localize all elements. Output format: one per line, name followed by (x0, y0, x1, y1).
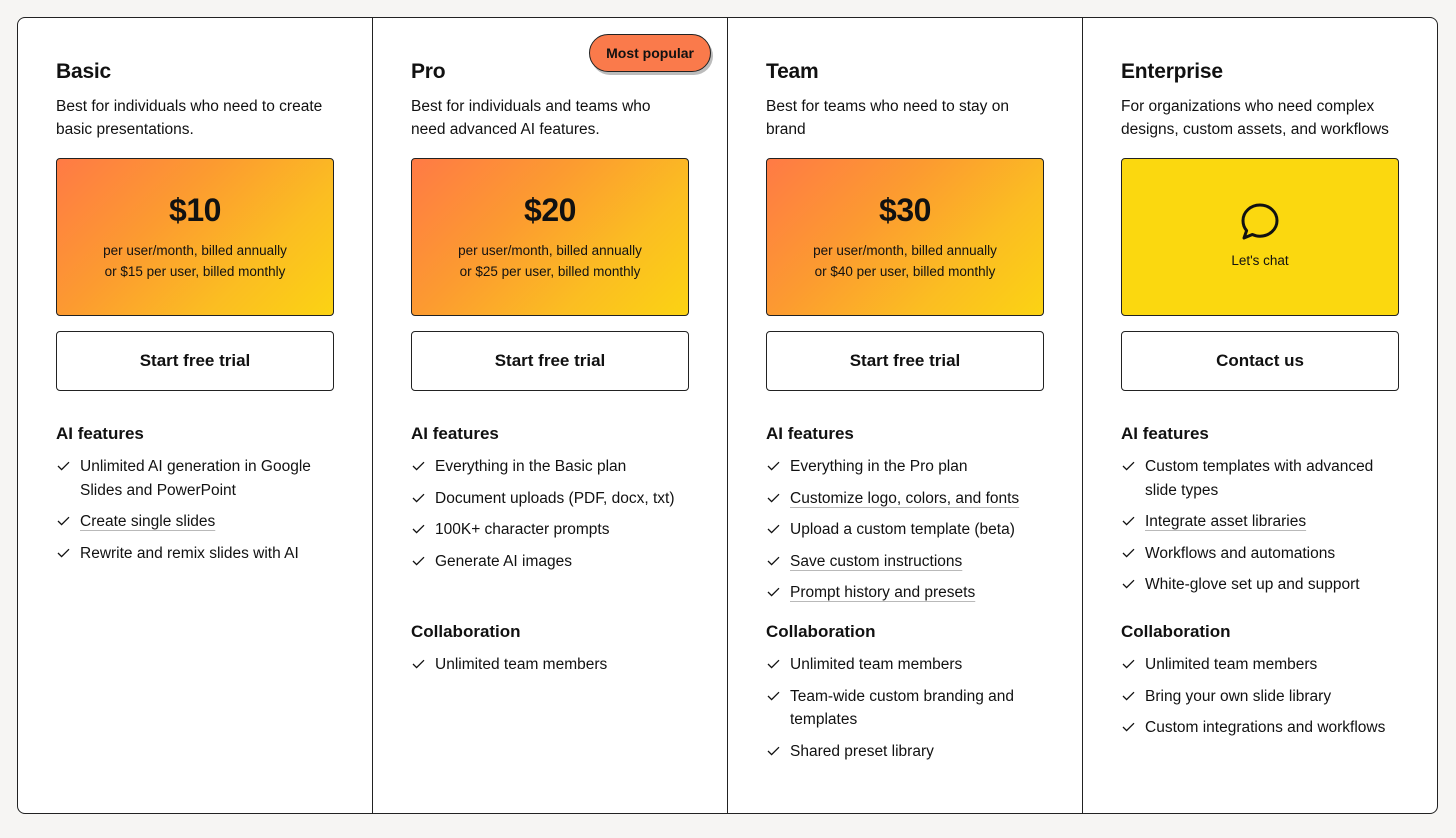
start-free-trial-button[interactable]: Start free trial (56, 331, 334, 391)
check-icon (1122, 691, 1135, 701)
plan-description: Best for teams who need to stay on brand (766, 98, 1009, 138)
plan-name: Pro (411, 60, 446, 83)
billing-monthly: or $25 per user, billed monthly (459, 264, 641, 279)
collaboration-features (1121, 621, 1399, 740)
list-item (1121, 542, 1399, 566)
plan-name: Enterprise (1121, 60, 1223, 83)
billing-annual: per user/month, billed annually (458, 243, 642, 258)
section-title: AI features (1121, 424, 1209, 443)
check-icon (57, 461, 70, 471)
plan-name: Basic (56, 60, 112, 83)
plan-description: Best for individuals and teams who need advanced AI features. (411, 98, 651, 138)
price: $10 (169, 192, 221, 228)
plan-enterprise (1083, 18, 1437, 813)
billing-info (458, 240, 642, 282)
feature-text: 100K+ character prompts (435, 521, 610, 538)
check-icon (767, 461, 780, 471)
billing-info (813, 240, 997, 282)
pricing-table (17, 17, 1438, 814)
list-item (766, 550, 1044, 574)
chat-bubble-icon (1239, 201, 1281, 243)
feature-text: Everything in the Pro plan (790, 458, 968, 475)
check-icon (412, 493, 425, 503)
check-icon (1122, 516, 1135, 526)
plan-name: Team (766, 60, 819, 83)
check-icon (767, 587, 780, 597)
plan-description: For organizations who need complex designs, custom assets, and workflows (1121, 98, 1389, 138)
chat-box[interactable] (1121, 158, 1399, 316)
section-title: AI features (56, 424, 144, 443)
check-icon (1122, 548, 1135, 558)
price-box (411, 158, 689, 316)
section-title: Collaboration (411, 622, 521, 641)
feature-text: Bring your own slide library (1145, 687, 1332, 705)
list-item (1121, 653, 1399, 677)
collaboration-features (411, 621, 689, 677)
list-item (766, 685, 1044, 732)
feature-text: Document uploads (PDF, docx, txt) (435, 489, 675, 507)
check-icon (767, 659, 780, 669)
plan-basic (18, 18, 373, 813)
check-icon (412, 659, 425, 669)
billing-info (103, 240, 287, 282)
check-icon (1122, 579, 1135, 589)
list-item (411, 653, 689, 677)
start-free-trial-button[interactable]: Start free trial (766, 331, 1044, 391)
list-item (1121, 716, 1399, 740)
check-icon (767, 524, 780, 534)
check-icon (412, 556, 425, 566)
check-icon (1122, 722, 1135, 732)
check-icon (1122, 659, 1135, 669)
price-box (56, 158, 334, 316)
ai-features (56, 423, 334, 621)
billing-monthly: or $15 per user, billed monthly (104, 264, 286, 279)
check-icon (57, 548, 70, 558)
price: $30 (879, 192, 931, 228)
feature-link[interactable]: Prompt history and presets (790, 584, 976, 601)
feature-text: Everything in the Basic plan (435, 458, 627, 475)
plan-team (728, 18, 1083, 813)
list-item (766, 581, 1044, 605)
feature-text: Workflows and automations (1145, 544, 1336, 562)
list-item (766, 455, 1044, 479)
section-title: AI features (766, 424, 854, 443)
feature-text: Unlimited AI generation in Google Slides and PowerPoint (80, 458, 311, 499)
feature-text: White-glove set up and support (1145, 576, 1360, 593)
feature-text: Custom templates with advanced slide types (1145, 458, 1374, 499)
ai-features (766, 423, 1044, 621)
start-free-trial-button[interactable]: Start free trial (411, 331, 689, 391)
feature-text: Team-wide custom branding and templates (790, 687, 1015, 728)
ai-features (411, 423, 689, 621)
feature-link[interactable]: Create single slides (80, 513, 216, 530)
list-item (1121, 685, 1399, 709)
check-icon (412, 524, 425, 534)
list-item (411, 518, 689, 542)
list-item (766, 653, 1044, 677)
list-item (411, 550, 689, 574)
feature-text: Custom integrations and workflows (1145, 719, 1386, 736)
check-icon (767, 493, 780, 503)
feature-text: Shared preset library (790, 742, 934, 760)
price-box (766, 158, 1044, 316)
plan-pro (373, 18, 728, 813)
chat-label: Let's chat (1231, 252, 1289, 268)
section-title: Collaboration (1121, 622, 1231, 641)
check-icon (412, 461, 425, 471)
list-item (766, 487, 1044, 511)
check-icon (57, 516, 70, 526)
list-item (56, 542, 334, 566)
list-item (411, 487, 689, 511)
billing-annual: per user/month, billed annually (103, 243, 287, 258)
section-title: AI features (411, 424, 499, 443)
list-item (1121, 510, 1399, 534)
feature-text: Unlimited team members (1145, 656, 1318, 673)
billing-annual: per user/month, billed annually (813, 243, 997, 258)
feature-link[interactable]: Integrate asset libraries (1145, 513, 1307, 530)
list-item (766, 518, 1044, 542)
contact-us-button[interactable]: Contact us (1121, 331, 1399, 391)
feature-link[interactable]: Customize logo, colors, and fonts (790, 489, 1020, 507)
collaboration-features (766, 621, 1044, 763)
price: $20 (524, 192, 576, 228)
most-popular-badge: Most popular (589, 34, 711, 72)
section-title: Collaboration (766, 622, 876, 641)
feature-text: Unlimited team members (435, 656, 608, 673)
plan-description: Best for individuals who need to create basic presentations. (56, 98, 323, 138)
check-icon (767, 746, 780, 756)
ai-features (1121, 423, 1399, 621)
check-icon (1122, 461, 1135, 471)
list-item (411, 455, 689, 479)
list-item (766, 740, 1044, 764)
billing-monthly: or $40 per user, billed monthly (814, 264, 996, 279)
check-icon (767, 556, 780, 566)
list-item (1121, 573, 1399, 597)
list-item (56, 510, 334, 534)
feature-link[interactable]: Save custom instructions (790, 552, 963, 570)
check-icon (767, 691, 780, 701)
feature-text: Upload a custom template (beta) (790, 521, 1015, 538)
feature-text: Unlimited team members (790, 656, 963, 673)
feature-text: Generate AI images (435, 552, 572, 570)
feature-text: Rewrite and remix slides with AI (80, 544, 299, 562)
list-item (56, 455, 334, 502)
list-item (1121, 455, 1399, 502)
